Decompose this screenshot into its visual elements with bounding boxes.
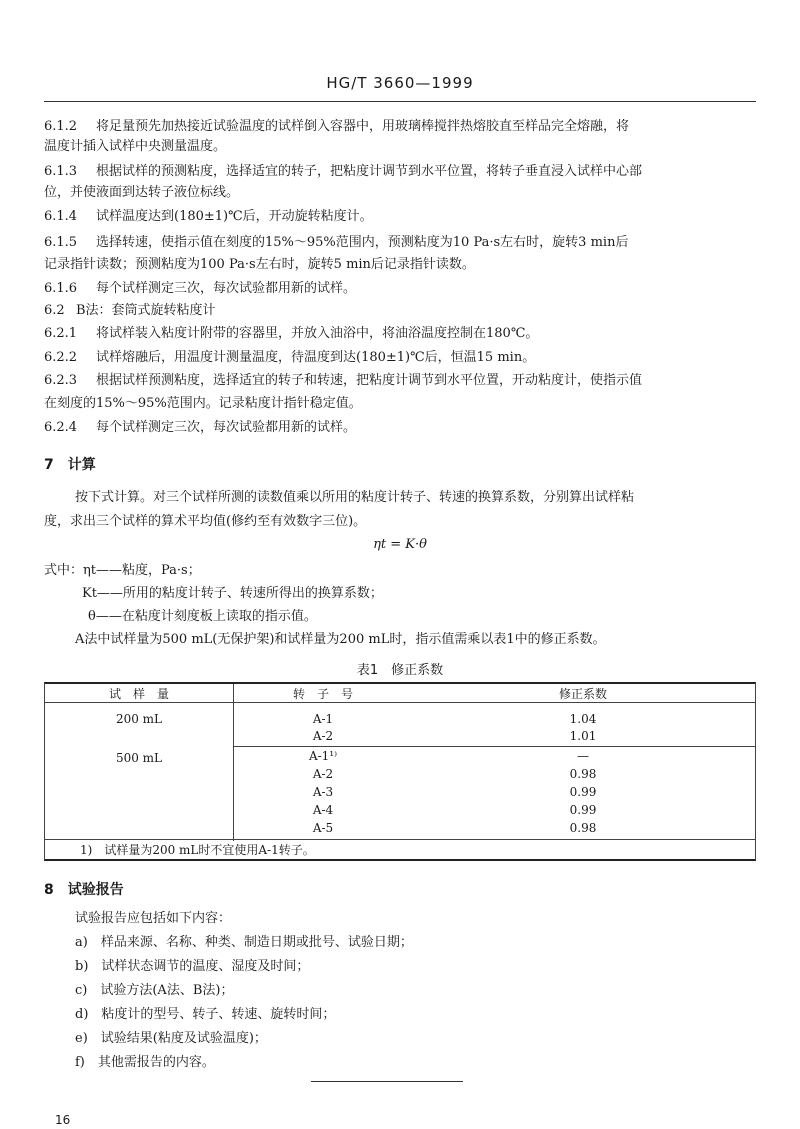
clause-6-2-4 bbox=[44, 419, 356, 437]
end-rule bbox=[311, 1081, 463, 1082]
section-8-heading: 8 试验报告 bbox=[44, 882, 124, 898]
viscosity-formula: ηt = K·θ bbox=[373, 537, 427, 552]
correction-note: A法中试样量为500 mL(无保护架)和试样量为200 mL时，指示值需乘以表1中的修正系数。 bbox=[75, 632, 606, 647]
calc-paragraph-line2: 度，求出三个试样的算术平均值(修约至有效数字三位)。 bbox=[44, 514, 367, 529]
clause-number: 6.1.3 bbox=[44, 164, 78, 179]
factor-cell: 0.99 bbox=[569, 785, 597, 799]
table-caption: 表1 修正系数 bbox=[356, 663, 444, 678]
table-header-row bbox=[45, 684, 755, 703]
report-item: c) 试验方法(A法、B法)； bbox=[75, 983, 234, 998]
calc-paragraph-line1: 按下式计算。对三个试样所测的读数值乘以所用的粘度计转子、转速的换算系数，分别算出试样粘 bbox=[75, 490, 635, 505]
clause-text: 将足量预先加热接近试验温度的试样倒入容器中，用玻璃棒搅拌热熔胶直至样品完全熔融，将 bbox=[96, 119, 630, 134]
clause-number: 6.1.4 bbox=[44, 209, 78, 224]
formula-theta-definition: θ——在粘度计刻度板上读取的指示值。 bbox=[88, 609, 317, 624]
rotor-cell: A-5 bbox=[312, 821, 334, 835]
clause-number: 6.1.2 bbox=[44, 119, 78, 134]
report-intro: 试验报告应包括如下内容： bbox=[75, 911, 232, 926]
factor-cell: 0.98 bbox=[569, 767, 597, 781]
sample-amount-200: 200 mL bbox=[115, 712, 163, 726]
clause-text: 每个试样测定三次，每次试验都用新的试样。 bbox=[96, 420, 357, 435]
page-number: 16 bbox=[55, 1113, 71, 1127]
clause-6-2-1 bbox=[44, 325, 538, 343]
clause-text: 根据试样预测粘度，选择适宜的转子和转速，把粘度计调节到水平位置，开动粘度计，使指示值 bbox=[96, 373, 643, 388]
clause-text: 试样温度达到(180±1)℃后，开动旋转粘度计。 bbox=[96, 209, 373, 224]
clause-6-2 bbox=[44, 302, 216, 320]
clause-text: 根据试样的预测粘度，选择适宜的转子，把粘度计调节到水平位置，将转子垂直浸入试样中心部 bbox=[96, 164, 643, 179]
clause-number: 6.1.5 bbox=[44, 235, 78, 250]
clause-text: 每个试样测定三次，每次试验都用新的试样。 bbox=[96, 281, 357, 296]
section-7-heading: 7 计算 bbox=[44, 457, 96, 473]
clause-text: 将试样装入粘度计附带的容器里，并放入油浴中，将油浴温度控制在180℃。 bbox=[96, 326, 539, 341]
header-correction-factor: 修正系数 bbox=[558, 687, 607, 701]
rotor-cell: A-2 bbox=[312, 729, 334, 743]
clause-6-1-5-cont: 记录指针读数；预测粘度为100 Pa·s左右时，旋转5 min后记录指针读数。 bbox=[44, 257, 475, 272]
clause-6-1-5 bbox=[44, 234, 628, 252]
rotor-cell: A-3 bbox=[312, 785, 334, 799]
standard-code-header: HG/T 3660—1999 bbox=[326, 74, 474, 92]
clause-6-1-6 bbox=[44, 280, 356, 298]
factor-cell: 1.04 bbox=[569, 712, 597, 726]
clause-text: B法：套筒式旋转粘度计 bbox=[76, 303, 216, 318]
clause-text: 试样熔融后，用温度计测量温度，待温度到达(180±1)℃后，恒温15 min。 bbox=[96, 350, 536, 365]
factor-cell: — bbox=[577, 749, 589, 763]
report-item: a) 样品来源、名称、种类、制造日期或批号、试验日期； bbox=[75, 935, 413, 950]
clause-6-2-3-cont: 在刻度的15%～95%范围内。记录粘度计指针稳定值。 bbox=[44, 396, 362, 411]
factor-cell: 1.01 bbox=[569, 729, 597, 743]
clause-6-1-3-cont: 位，并使液面到达转子液位标线。 bbox=[44, 185, 240, 200]
clause-number: 6.1.6 bbox=[44, 281, 78, 296]
report-item: f) 其他需报告的内容。 bbox=[75, 1055, 215, 1070]
formula-where: 式中：ηt——粘度，Pa·s； bbox=[44, 563, 201, 578]
report-item: e) 试验结果(粘度及试验温度)； bbox=[75, 1031, 267, 1046]
factor-cell: 0.98 bbox=[569, 821, 597, 835]
rotor-cell: A-1¹⁾ bbox=[308, 749, 338, 763]
group-separator bbox=[233, 746, 755, 747]
clause-number: 6.2.3 bbox=[44, 373, 78, 388]
header-rule bbox=[44, 101, 756, 102]
clause-6-1-2 bbox=[44, 118, 629, 136]
header-sample-amount: 试 样 量 bbox=[108, 687, 169, 701]
clause-6-1-4 bbox=[44, 208, 373, 226]
correction-factor-table bbox=[44, 682, 756, 861]
clause-6-2-3 bbox=[44, 372, 642, 390]
report-item: d) 粘度计的型号、转子、转速、旋转时间； bbox=[75, 1007, 336, 1022]
clause-number: 6.2.1 bbox=[44, 326, 78, 341]
rotor-cell: A-1 bbox=[312, 712, 334, 726]
clause-number: 6.2 bbox=[44, 303, 65, 318]
rotor-cell: A-2 bbox=[312, 767, 334, 781]
clause-6-1-3 bbox=[44, 163, 642, 181]
report-item: b) 试样状态调节的温度、湿度及时间； bbox=[75, 959, 310, 974]
factor-cell: 0.99 bbox=[569, 803, 597, 817]
clause-number: 6.2.4 bbox=[44, 420, 78, 435]
clause-text: 选择转速，使指示值在刻度的15%～95%范围内，预测粘度为10 Pa·s左右时，旋转3 min后 bbox=[96, 235, 629, 250]
footnote-separator bbox=[45, 839, 755, 840]
table-footnote: 1) 试样量为200 mL时不宜使用A-1转子。 bbox=[80, 843, 315, 857]
clause-6-2-2 bbox=[44, 349, 535, 367]
formula-k-definition: Kt——所用的粘度计转子、转速所得出的换算系数； bbox=[82, 586, 383, 601]
rotor-cell: A-4 bbox=[312, 803, 334, 817]
clause-6-1-2-cont: 温度计插入试样中央测量温度。 bbox=[44, 139, 227, 154]
sample-amount-500: 500 mL bbox=[115, 751, 163, 765]
clause-number: 6.2.2 bbox=[44, 350, 78, 365]
header-rotor-number: 转 子 号 bbox=[292, 687, 353, 701]
